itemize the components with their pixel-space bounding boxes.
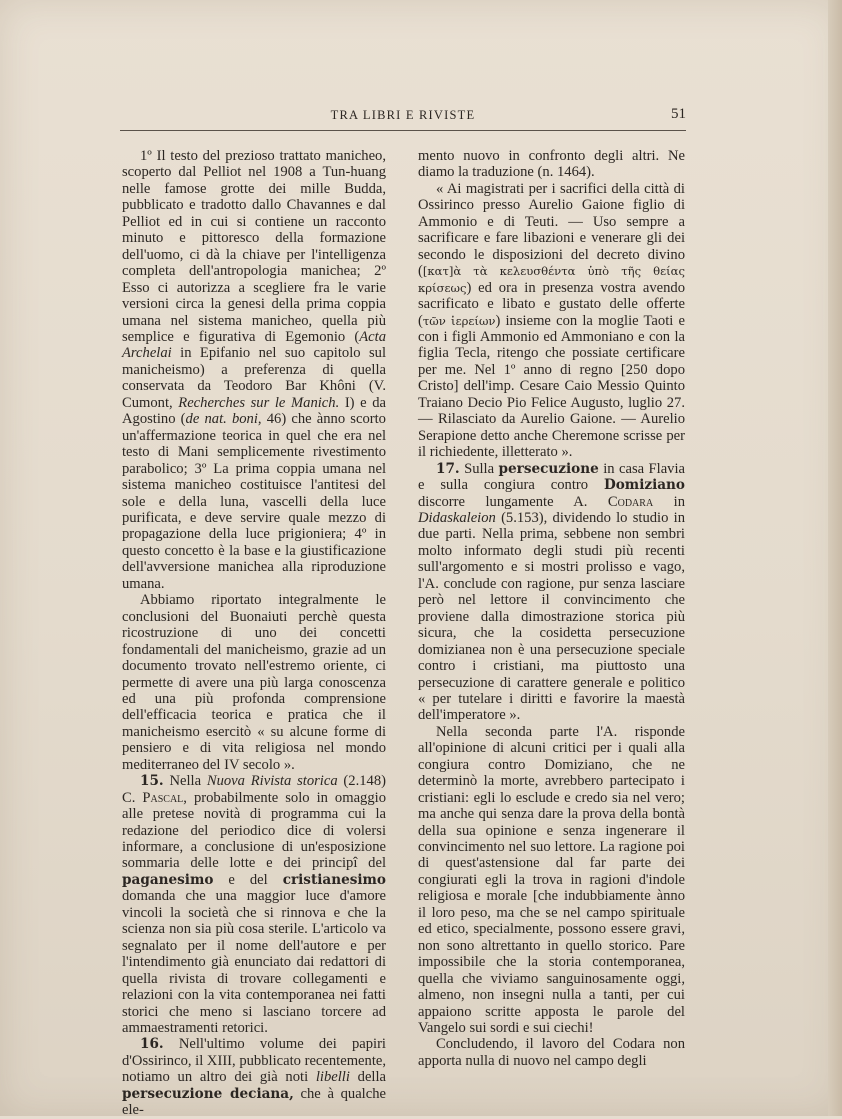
greek-quote: [κατ]ὰ τὰ κελευσθέντα ὑπὸ τῆς θείας κρίσεως — [418, 264, 685, 295]
keyword: persecuzione deciana, — [122, 1085, 294, 1102]
paragraph-manichean-conclusions — [122, 148, 386, 592]
right-column — [418, 148, 685, 1069]
title-recherches: Recherches sur le Manich. — [178, 394, 340, 411]
text-span: della — [349, 1069, 387, 1086]
left-column — [122, 148, 386, 1119]
keyword: cristianesimo — [282, 871, 386, 888]
text-span: 1º Il testo del prezioso trattato manicheo, scoperto dal Pelliot nel 1908 a Tun-huang nelle famose grotte dei mille Budda, pubblicato e tradotto dallo Chavannes e dal Pelliot ed in cui si contiene un racconto minuto e pittoresco della formazione dell'uomo, ci dà la chiave per l'intelligenza completa dell'antropologia manichea; 2º Esso ci autorizza a scegliere fra le varie versioni circa la genesi della prima coppia umana nel sistema manicheo, quella più semplice e figurativa di Egemonio ( — [122, 148, 386, 345]
text-span: domanda che una maggior luce d'amore vincoli la società che si rinnova e che la scienza non sia più cosa sterile. L'articolo va segnalato per il nome dell'autore e per l'intendimento già enunciato dai redattori di quella rivista di trovare collegamenti e relazioni con la vita contemporanea nei fatti storici che meno si lasciano torcere ad ammaestramenti retorici. — [122, 888, 386, 1037]
paragraph-15 — [122, 773, 386, 1036]
running-title: TRA LIBRI E RIVISTE — [330, 108, 476, 122]
text-span: e del — [213, 871, 283, 888]
text-span: Nell'ultimo volume dei papiri d'Ossirinco, il XIII, pubblicato recentemente, notiamo un altro dei già noti — [122, 1036, 387, 1086]
keyword: paganesimo — [122, 871, 214, 888]
greek-quote: τῶν ἱερείων — [422, 313, 496, 328]
term-libelli: libelli — [315, 1069, 350, 1086]
text-span: ) ed ora in presenza vostra avendo sacrificato e libato e gustato delle offerte ( — [418, 279, 685, 329]
text-span: I) e da Agostino ( — [122, 394, 386, 428]
keyword: Domiziano — [603, 477, 685, 494]
paragraph-16 — [122, 1036, 386, 1118]
text-span: Sulla — [459, 460, 499, 477]
text-span: , probabilmente solo in omaggio alle pretese novità di programma cui la redazione del periodico dice di volersi informare, a conclusione di un'esposizione sommaria delle lotte e dei principî del — [122, 789, 386, 872]
text-span: ) insieme con la moglie Taoti e con i figli Ammonio ed Ammoniano e con la figlia Tecla, ritengo che possiate certificare per me. Nel 1º anno di regno [250 dopo Cristo] dell'imp. Cesare Caio Messio Quinto Traiano Decio Pio Felice Augusto, luglio 27. — Rilasciato da Aurelio Gaione. — Aurelio Serapione detto anche Cheremone scrisse per il richiedente, illetterato ». — [418, 312, 685, 461]
item-number: 16. — [140, 1036, 164, 1053]
text-span: in casa Flavia e sulla congiura contro — [418, 460, 686, 494]
text-span: Nella — [163, 773, 207, 790]
title-acta-archelai: Acta Archelai — [122, 328, 386, 362]
text-span: (2.148) C. — [122, 773, 386, 806]
text-span: (5.153), dividendo lo studio in due parti. Nella prima, sebbene non sembri molto informato degli studi più recenti sull'argomento e si mostri prolisso e vago, l'A. conclude con ragione, pur senza lasciare però nel lettore il convincimento che proviene dalla dimostrazione storica più sicura, che la cosidetta persecuzione domizianea non è una persecuzione speciale contro i cristiani, ma piuttosto una persecuzione di carattere generale e politico « per tutelare i diritti e favorire la maestà dell'imperatore ». — [418, 509, 685, 724]
keyword: persecuzione — [498, 460, 599, 477]
text-span: che à qualche ele- — [122, 1085, 386, 1119]
title-de-nat-boni: de nat. boni — [185, 411, 258, 428]
paragraph-second-part: Nella seconda parte l'A. risponde all'opinione di alcuni critici per i quali alla congiura contro Domiziano, che ne determinò la morte, avrebbero partecipato i cristiani: egli lo esclude e credo sia nel vero; ma anche qui senza dare la prova della bontà della sua opinione e senza ingenerare il convincimento nel suo lettore. La ragione poi di quest'astensione dal far parte dei congiurati egli la trova in ragioni d'indole religiosa e morale [che indubbiamente ànno il loro peso, ma che se nel campo spirituale ed etico, specialmente, possono essere gravi, non sono altrettanto in quello storico. Pare impossibile che la storia contemporanea, quella che viviamo sanguinosamente oggi, almeno, non insegni nulla a tanti, per cui appaiono scritte apposta le parole del Vangelo sui sordi e sui ciechi! — [418, 723, 685, 1037]
page-edge — [828, 0, 842, 1116]
text-span: , 46) che ànno scorto un'affermazione teorica in quel che era nel testo di Mani semplicemente rivestimento parabolico; 3º La prima coppia umana nel sistema manicheo costituisce l'antitesi del sole e della luna, vascelli della luce purificata, e deve servire quale mezzo di propagazione della luce prigioniera; 4º in questo concetto è la base e la giustificazione dell'avversione manichea alla riproduzione umana. — [122, 411, 386, 592]
text-span: in Epifanio nel suo capitolo sul manicheismo) a preferenza di quella conservata da Teodoro Bar Khôni (V. Cumont, — [122, 345, 386, 411]
text-span: discorre lungamente A. — [418, 493, 608, 510]
paragraph-17 — [418, 461, 685, 724]
author-name: Codara — [607, 493, 654, 510]
paragraph-papyrus-translation — [418, 181, 685, 461]
page-header — [120, 108, 686, 130]
paragraph-conclusion: Concludendo, il lavoro del Codara non apporta nulla di nuovo nel campo degli — [418, 1036, 685, 1069]
paragraph-continuation: mento nuovo in confronto degli altri. Ne diamo la traduzione (n. 1464). — [418, 148, 685, 181]
title-didaskaleion: Didaskaleion — [418, 509, 496, 526]
page-number: 51 — [671, 106, 686, 122]
header-rule — [120, 130, 686, 131]
text-span: in — [653, 493, 685, 510]
item-number: 17. — [436, 460, 460, 477]
author-name: Pascal — [142, 789, 184, 806]
paragraph-buonaiuti: Abbiamo riportato integralmente le conclusioni del Buonaiuti perchè questa ricostruzione di uno dei concetti fondamentali del manicheismo, grazie ad un documento trovato nell'estremo oriente, ci permette di avere una più larga conoscenza ed una più profonda comprensione dell'efficacia teorica e pratica che il manicheismo esercitò « su alcune forme di pensiero e di vita religiosa nel mondo mediterraneo del IV secolo ». — [122, 592, 386, 773]
title-nuova-rivista: Nuova Rivista storica — [206, 773, 338, 790]
text-span: « Ai magistrati per i sacrifici della città di Ossirinco presso Aurelio Gaione figlio di Ammonio e di Teuti. — Uso sempre a sacrificare e fare libazioni e venerare gli dei secondo le disposizioni del decreto divino ( — [418, 180, 685, 280]
item-number: 15. — [140, 773, 164, 790]
